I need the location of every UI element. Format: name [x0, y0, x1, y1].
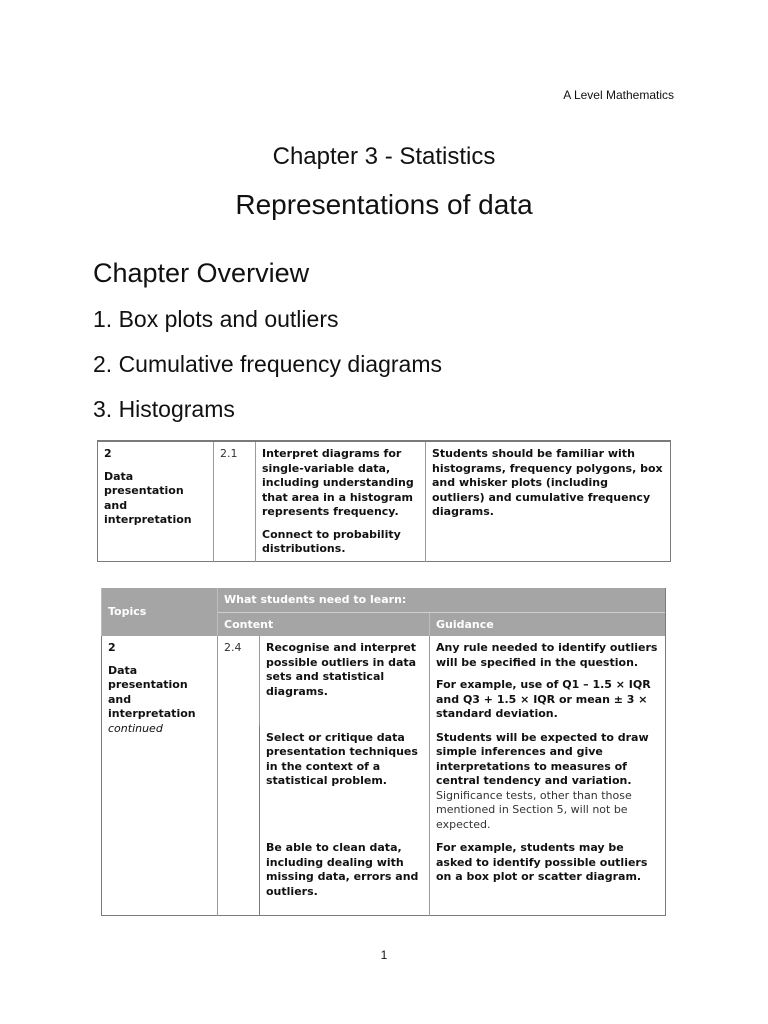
topic-name: Data presentation and interpretation — [108, 663, 196, 720]
guidance-cell — [426, 441, 671, 561]
guidance-text: Students should be familiar with histograms, frequency polygons, box and whisker plots (including outliers) and cumulative frequency diagrams. — [432, 447, 663, 518]
table-row — [102, 636, 666, 726]
guidance-cell — [430, 836, 666, 916]
content-text: Be able to clean data, including dealing with missing data, errors and outliers. — [266, 841, 419, 898]
guidance-text: For example, students may be asked to identify possible outliers on a box plot or scatter diagram. — [436, 841, 648, 883]
learn-header: What students need to learn: — [218, 588, 666, 612]
guidance-cell — [430, 636, 666, 726]
topic-cell — [98, 441, 214, 561]
content-cell — [260, 726, 430, 837]
topic-note: continued — [108, 721, 163, 735]
ref-cell — [218, 636, 260, 916]
spec-table-2-4 — [101, 588, 666, 916]
content-text: Select or critique data presentation techniques in the context of a statistical problem. — [266, 730, 418, 787]
content-cell — [256, 441, 426, 561]
chapter-subtitle: Representations of data — [235, 189, 533, 220]
page-number: 1 — [380, 948, 388, 962]
content-text: Connect to probability distributions. — [262, 527, 401, 555]
overview-item: 3. Histograms — [93, 396, 235, 422]
content-text: Interpret diagrams for single-variable data, including understanding that area in a histogram represents frequency. — [262, 447, 414, 518]
guidance-text: Any rule needed to identify outliers will be specified in the question. — [436, 641, 658, 669]
ref-cell — [214, 441, 256, 561]
guidance-header: Guidance — [430, 612, 666, 636]
topics-header: Topics — [102, 588, 218, 636]
content-header: Content — [218, 612, 430, 636]
spec-table-2-1 — [97, 440, 671, 562]
overview-heading: Chapter Overview — [93, 258, 310, 288]
guidance-note: Significance tests, other than those mentioned in Section 5, will not be expected. — [436, 788, 632, 831]
topic-name: Data presentation and interpretation — [104, 469, 192, 526]
content-text: Recognise and interpret possible outliers in data sets and statistical diagrams. — [266, 641, 417, 698]
ref-number: 2.1 — [220, 447, 238, 460]
guidance-text: For example, use of Q1 – 1.5 × IQR and Q3 + 1.5 × IQR or mean ± 3 × standard deviation. — [436, 678, 651, 720]
table-header-row — [102, 588, 666, 612]
chapter-title: Chapter 3 - Statistics — [272, 143, 496, 170]
header-subject: A Level Mathematics — [563, 88, 674, 102]
topic-number: 2 — [104, 447, 112, 460]
content-cell — [260, 836, 430, 916]
ref-number: 2.4 — [224, 641, 242, 654]
overview-item: 2. Cumulative frequency diagrams — [93, 351, 442, 377]
topic-number: 2 — [108, 641, 116, 654]
guidance-cell — [430, 726, 666, 837]
guidance-text: Students will be expected to draw simple inferences and give interpretations to measures of central tendency and variation. — [436, 730, 649, 787]
overview-item: 1. Box plots and outliers — [93, 306, 339, 332]
table-row — [98, 441, 671, 561]
content-cell — [260, 636, 430, 726]
topic-cell — [102, 636, 218, 916]
